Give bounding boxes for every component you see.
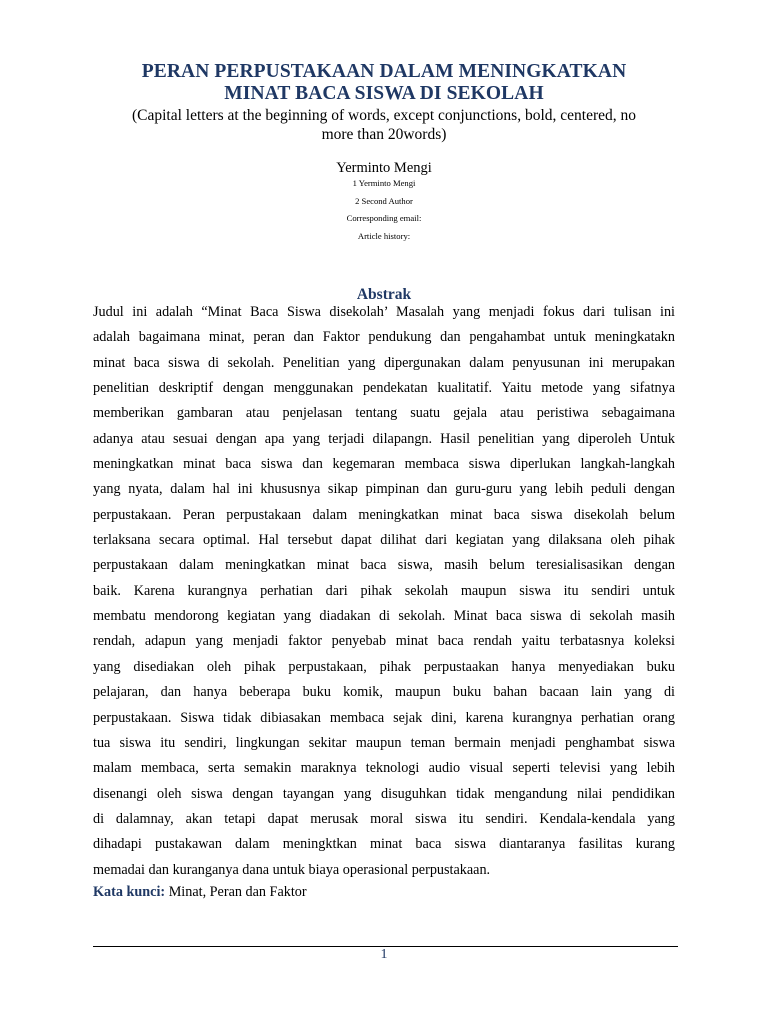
paper-title	[90, 61, 678, 105]
abstract-line: baik. Karena kurangnya perhatian dari pihak sekolah maupun siswa itu sendiri untuk	[93, 582, 675, 599]
author-affiliation-1: 1 Yerminto Mengi	[352, 178, 416, 188]
abstract-line: memadai dan kuranganya dana untuk biaya operasional perpustakaan.	[93, 861, 491, 878]
article-history-label: Article history:	[357, 231, 411, 241]
abstract-heading: Abstrak	[356, 286, 412, 303]
abstract-line: penelitian deskriptif dengan menggunakan pendekatan kualitatif. Yaitu metode yang sifatnya	[93, 380, 675, 397]
abstract-line: Judul ini adalah “Minat Baca Siswa disekolah’ Masalah yang menjadi fokus dari tulisan ini	[93, 304, 675, 320]
paper-title-line-1: PERAN PERPUSTAKAAN DALAM MENINGKATKAN	[141, 61, 627, 82]
abstract-line: rendah, adapun yang menjadi faktor penyebab minat baca rendah yaitu terbatasnya koleksi	[93, 633, 675, 650]
abstract-line: dihadapi pustakawan dalam meningktkan minat baca siswa diantaranya fasilitas kurang	[93, 836, 675, 853]
abstract-line: tua siswa itu sendiri, lingkungan sekitar maupun teman bermain menjadi penghambat siswa	[93, 734, 675, 751]
keywords	[93, 883, 307, 901]
title-instructions-line-1: (Capital letters at the beginning of words, except conjunctions, bold, centered, no	[131, 107, 637, 124]
corresponding-email-label: Corresponding email:	[346, 213, 422, 223]
abstract-line: perpustakaan. Peran perpustakaan dalam meningkatkan minat baca siswa disekolah belum	[93, 506, 675, 523]
abstract-line: pelajaran, dan hanya beberapa buku komik, maupun buku bahan bacaan lain yang di	[93, 684, 675, 701]
abstract-line: adalah bagaimana minat, peran dan Faktor pendukung dan pengahambat untuk meningkatakn	[93, 329, 675, 346]
keywords-label: Kata kunci:	[93, 884, 166, 900]
title-instructions	[96, 106, 672, 144]
abstract-line: perpustakaan dalam meningkatkan minat baca siswa, masih belum teresialisasikan dengan	[93, 557, 675, 574]
page-number: 1	[380, 947, 388, 962]
abstract-line: di dalamnay, akan tetapi dapat merusak moral siswa itu sendiri. Kendala-kendala yang	[93, 810, 675, 827]
abstract-line: minat baca siswa di sekolah. Penelitian yang dipergunakan dalam penyusunan ini merupakan	[93, 354, 675, 371]
abstract-line: yang disediakan oleh pihak perpustakaan, pihak perpustaakan hanya menyediakan buku	[93, 658, 675, 675]
abstract-line: yang nyata, dalam hal ini khususnya sikap pimpinan dan guru-guru yang lebih peduli dengan	[93, 481, 675, 498]
author-affiliation-2: 2 Second Author	[355, 196, 413, 206]
keywords-value: Minat, Peran dan Faktor	[165, 884, 307, 900]
title-instructions-line-2: more than 20words)	[321, 126, 447, 143]
abstract-line: malam membaca, serta semakin maraknya teknologi audio visual seperti televisi yang lebih	[93, 760, 675, 777]
abstract-line: meningkatkan minat baca siswa dan kegemaran membaca siswa diperlukan langkah-langkah	[93, 456, 675, 473]
author-name: Yerminto Mengi	[336, 160, 432, 176]
abstract-line: adanya atau sesuai dengan apa yang terjadi dilapangn. Hasil penelitian yang diperoleh Untuk	[93, 430, 675, 447]
abstract-line: perpustakaan. Siswa tidak dibiasakan membaca sejak dini, karena kurangnya perhatian orang	[93, 709, 675, 726]
abstract-line: terlaksana secara optimal. Hal tersebut dapat dilihat dari kegiatan yang dilaksana oleh pihak	[93, 532, 675, 549]
abstract-line: membatu mendorong kegiatan yang diadakan di sekolah. Minat baca siswa di sekolah masih	[93, 608, 675, 625]
abstract-body	[93, 303, 675, 886]
abstract-line: disenangi oleh siswa dengan tayangan yang disuguhkan tidak mengandung nilai pendidikan	[93, 785, 675, 802]
paper-title-line-2: MINAT BACA SISWA DI SEKOLAH	[224, 83, 544, 104]
abstract-line: memberikan gambaran atau penjelasan tentang suatu gejala atau peristiwa sebagaimana	[93, 405, 675, 422]
